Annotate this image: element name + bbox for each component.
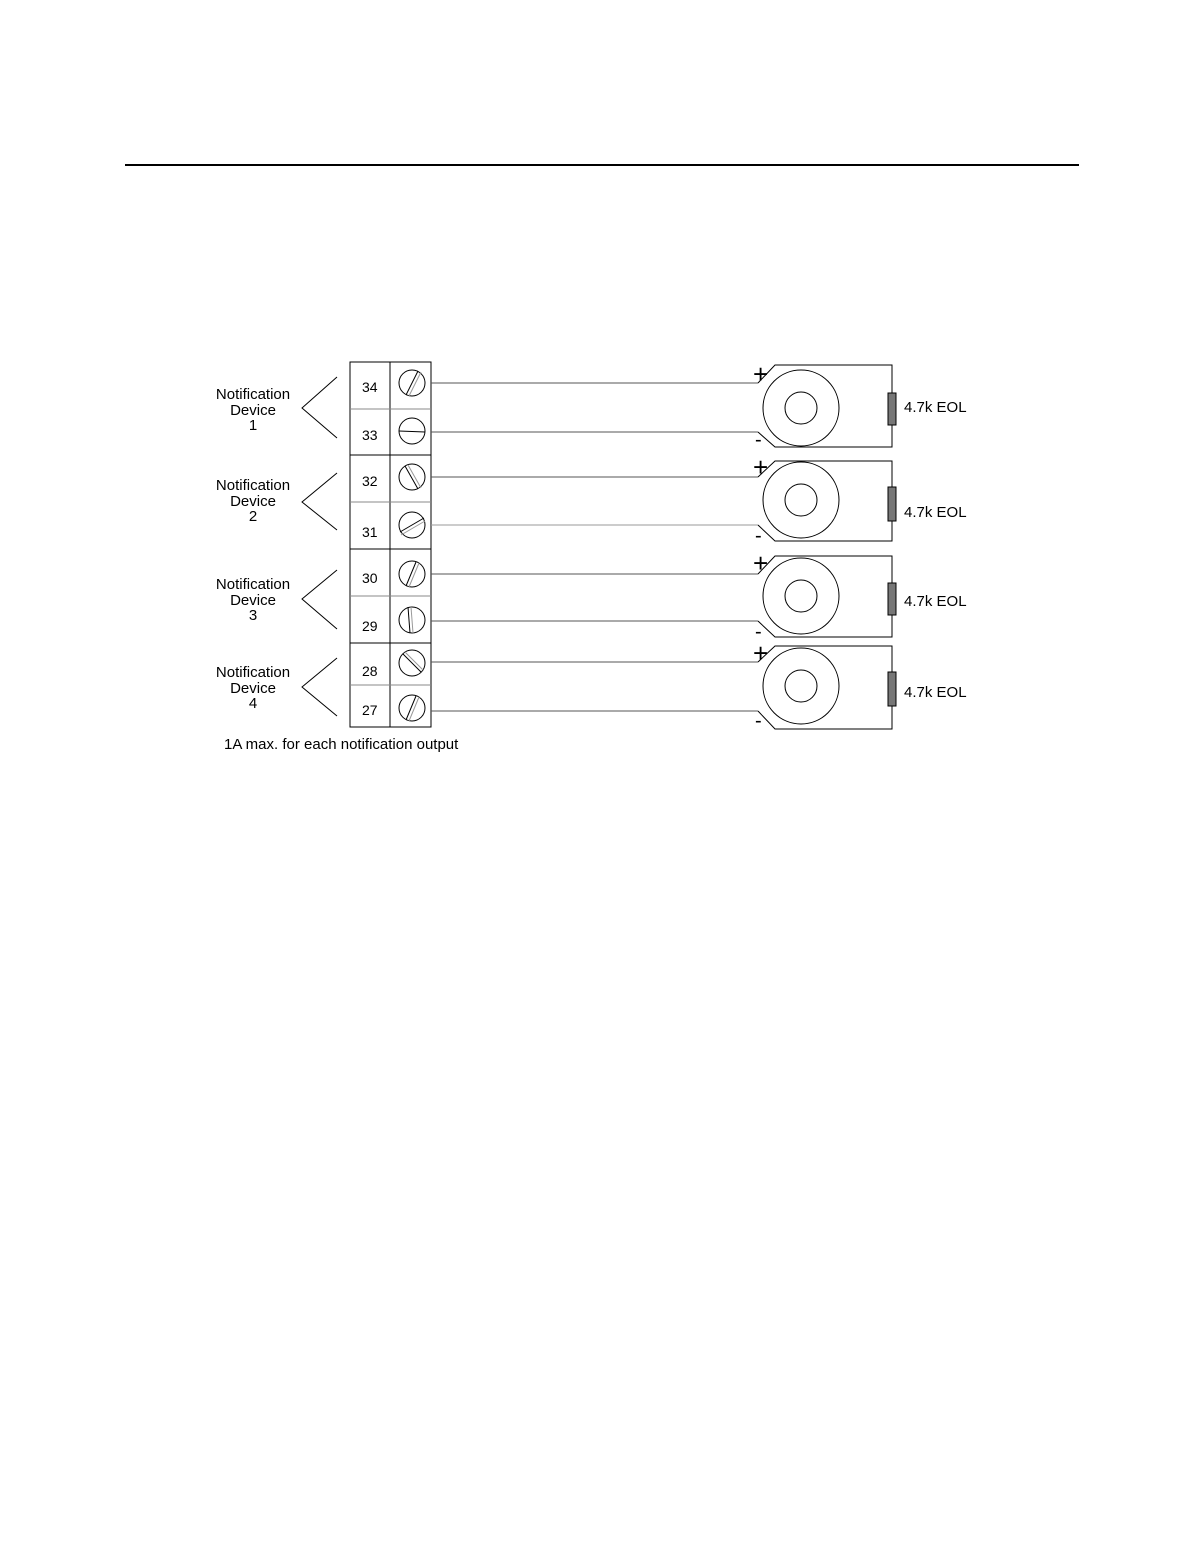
- group-label-line2: Device: [230, 680, 276, 697]
- screw-icon: [399, 370, 425, 396]
- terminal-number: 33: [362, 427, 378, 443]
- minus-sign: -: [755, 429, 762, 451]
- screw-icon: [399, 464, 425, 490]
- screw-icon: [399, 512, 425, 538]
- notification-device: [758, 646, 896, 729]
- screw-icon: [399, 650, 425, 676]
- group-label-line3: 3: [248, 607, 258, 624]
- bracket: [302, 377, 337, 438]
- group-label-line2: Device: [230, 493, 276, 510]
- group-label-line3: 1: [248, 417, 258, 434]
- group-label-line2: Device: [230, 592, 276, 609]
- minus-sign: -: [755, 710, 762, 732]
- bracket: [302, 658, 337, 716]
- terminal-number: 29: [362, 618, 378, 634]
- group-label-line3: 4: [248, 695, 258, 712]
- plus-sign: +: [753, 359, 769, 389]
- terminal-number: 31: [362, 524, 378, 540]
- group-label-line1: Notification: [215, 386, 291, 403]
- plus-sign: +: [753, 638, 769, 668]
- plus-sign: +: [753, 548, 769, 578]
- screw-icon: [399, 695, 425, 721]
- current-limit-note: 1A max. for each notification output: [224, 736, 459, 753]
- eol-label: 4.7k EOL: [904, 399, 967, 416]
- notification-device: [758, 556, 896, 637]
- screw-icon: [399, 607, 425, 633]
- group-label-line1: Notification: [215, 477, 291, 494]
- bracket: [302, 473, 337, 530]
- group-label-line3: 2: [248, 508, 258, 525]
- group-label-line2: Device: [230, 402, 276, 419]
- plus-sign: +: [753, 452, 769, 482]
- terminal-number: 27: [362, 702, 378, 718]
- device-group-2: [216, 452, 967, 547]
- screw-icon: [399, 418, 425, 444]
- eol-label: 4.7k EOL: [904, 684, 967, 701]
- notification-device: [758, 461, 896, 541]
- screw-icon: [399, 561, 425, 587]
- group-label-line1: Notification: [215, 576, 291, 593]
- terminal-number: 34: [362, 379, 378, 395]
- terminal-number: 32: [362, 473, 378, 489]
- eol-label: 4.7k EOL: [904, 593, 967, 610]
- terminal-number: 30: [362, 570, 378, 586]
- terminal-number: 28: [362, 663, 378, 679]
- bracket: [302, 570, 337, 629]
- device-group-4: [216, 638, 967, 732]
- device-group-3: [216, 548, 967, 643]
- minus-sign: -: [755, 621, 762, 643]
- minus-sign: -: [755, 525, 762, 547]
- eol-label: 4.7k EOL: [904, 504, 967, 521]
- device-group-1: [216, 359, 967, 451]
- group-label-line1: Notification: [215, 664, 291, 681]
- notification-device: [758, 365, 896, 447]
